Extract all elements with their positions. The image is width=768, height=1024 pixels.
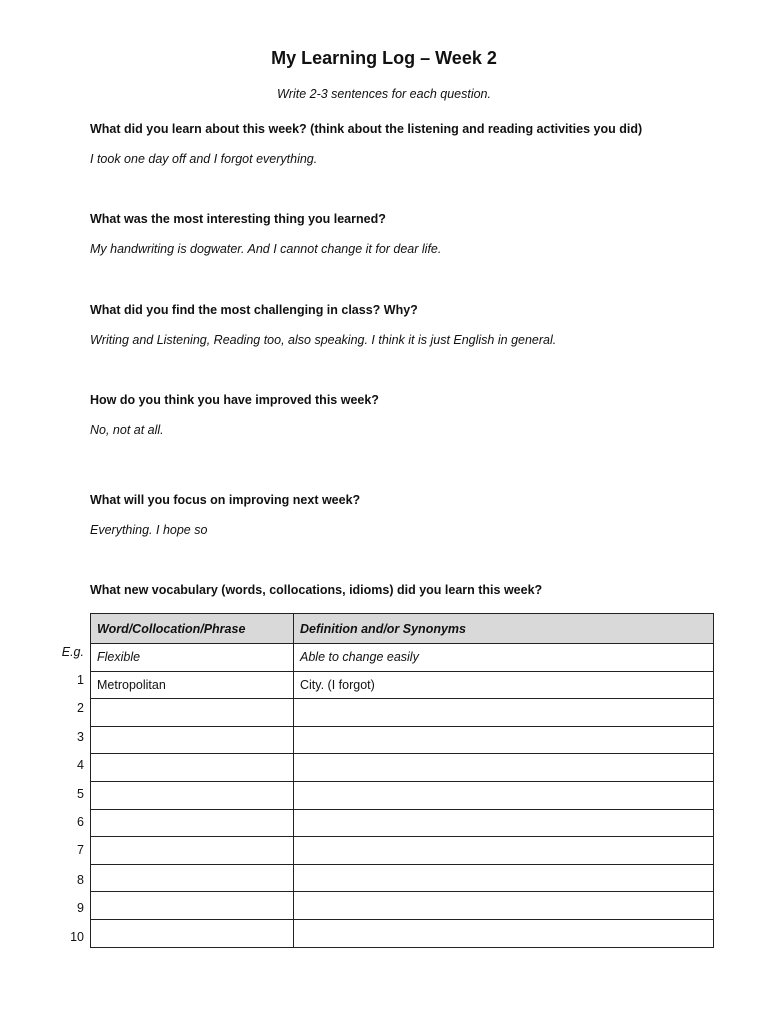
table-row xyxy=(91,644,714,672)
word-cell[interactable] xyxy=(91,837,294,865)
answer-4: No, not at all. xyxy=(90,423,164,437)
answer-2: My handwriting is dogwater. And I cannot change it for dear life. xyxy=(90,242,442,256)
answer-3: Writing and Listening, Reading too, also speaking. I think it is just English in general. xyxy=(90,333,557,347)
definition-cell[interactable] xyxy=(294,864,714,892)
table-header-row xyxy=(91,614,714,644)
table-row xyxy=(91,781,714,809)
word-cell[interactable] xyxy=(91,754,294,782)
definition-cell[interactable]: Able to change easily xyxy=(294,644,714,672)
answer-5: Everything. I hope so xyxy=(90,523,208,537)
table-row xyxy=(91,837,714,865)
table-row xyxy=(91,754,714,782)
page-title: My Learning Log – Week 2 xyxy=(271,48,497,68)
row-number: 5 xyxy=(77,787,84,801)
table-row xyxy=(91,809,714,837)
table-row xyxy=(91,671,714,699)
table-row xyxy=(91,726,714,754)
row-number: 6 xyxy=(77,815,84,829)
word-cell[interactable] xyxy=(91,726,294,754)
page-subtitle: Write 2-3 sentences for each question. xyxy=(276,87,491,101)
table-row xyxy=(91,864,714,892)
table-row xyxy=(91,699,714,727)
definition-cell[interactable]: City. (I forgot) xyxy=(294,671,714,699)
word-cell[interactable]: Metropolitan xyxy=(91,671,294,699)
definition-cell[interactable] xyxy=(294,809,714,837)
row-number: 4 xyxy=(77,758,84,772)
header-definition: Definition and/or Synonyms xyxy=(294,614,714,644)
row-number: 8 xyxy=(77,873,84,887)
question-1: What did you learn about this week? (think about the listening and reading activities you did) xyxy=(90,122,643,136)
header-word: Word/Collocation/Phrase xyxy=(91,614,294,644)
word-cell[interactable] xyxy=(91,781,294,809)
definition-cell[interactable] xyxy=(294,837,714,865)
table-row xyxy=(91,919,714,947)
definition-cell[interactable] xyxy=(294,699,714,727)
question-6: What new vocabulary (words, collocations, idioms) did you learn this week? xyxy=(90,583,543,597)
definition-cell[interactable] xyxy=(294,781,714,809)
row-number: E.g. xyxy=(61,645,84,659)
row-number: 9 xyxy=(77,901,84,915)
row-number: 10 xyxy=(70,930,84,944)
table-row xyxy=(91,892,714,920)
question-2: What was the most interesting thing you learned? xyxy=(90,212,386,226)
word-cell[interactable] xyxy=(91,809,294,837)
definition-cell[interactable] xyxy=(294,754,714,782)
definition-cell[interactable] xyxy=(294,919,714,947)
word-cell[interactable] xyxy=(91,892,294,920)
row-number: 1 xyxy=(77,673,84,687)
question-4: How do you think you have improved this week? xyxy=(90,393,379,407)
row-number: 7 xyxy=(77,843,84,857)
answer-1: I took one day off and I forgot everything. xyxy=(90,152,318,166)
definition-cell[interactable] xyxy=(294,726,714,754)
word-cell[interactable]: Flexible xyxy=(91,644,294,672)
question-5: What will you focus on improving next week? xyxy=(90,493,361,507)
word-cell[interactable] xyxy=(91,699,294,727)
question-3: What did you find the most challenging in class? Why? xyxy=(90,303,418,317)
row-number: 3 xyxy=(77,730,84,744)
definition-cell[interactable] xyxy=(294,892,714,920)
word-cell[interactable] xyxy=(91,919,294,947)
word-cell[interactable] xyxy=(91,864,294,892)
vocabulary-table xyxy=(90,613,714,948)
row-number: 2 xyxy=(77,701,84,715)
